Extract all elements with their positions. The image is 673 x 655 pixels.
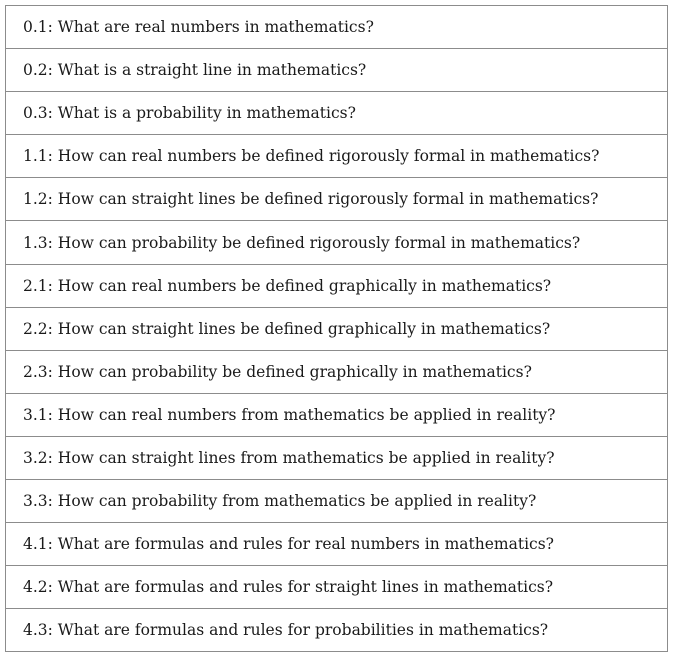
table-row (6, 135, 668, 178)
question-cell: 1.2: How can straight lines be defined rigorously formal in mathematics? (6, 178, 668, 221)
question-cell: 3.2: How can straight lines from mathematics be applied in reality? (6, 436, 668, 479)
question-cell: 0.1: What are real numbers in mathematics? (6, 6, 668, 49)
table-row (6, 609, 668, 652)
question-cell: 1.3: How can probability be defined rigorously formal in mathematics? (6, 221, 668, 264)
question-cell: 3.3: How can probability from mathematics be applied in reality? (6, 480, 668, 523)
question-cell: 3.1: How can real numbers from mathematics be applied in reality? (6, 393, 668, 436)
table-row (6, 221, 668, 264)
table-row (6, 178, 668, 221)
questions-table (5, 5, 668, 652)
questions-table-body (6, 6, 668, 652)
table-row (6, 480, 668, 523)
question-cell: 0.3: What is a probability in mathematics? (6, 92, 668, 135)
question-cell: 1.1: How can real numbers be defined rigorously formal in mathematics? (6, 135, 668, 178)
question-cell: 2.1: How can real numbers be defined graphically in mathematics? (6, 264, 668, 307)
question-cell: 4.3: What are formulas and rules for probabilities in mathematics? (6, 609, 668, 652)
table-row (6, 393, 668, 436)
question-cell: 4.2: What are formulas and rules for straight lines in mathematics? (6, 566, 668, 609)
table-row (6, 92, 668, 135)
table-row (6, 6, 668, 49)
table-row (6, 523, 668, 566)
table-row (6, 264, 668, 307)
table-row (6, 307, 668, 350)
question-cell: 4.1: What are formulas and rules for real numbers in mathematics? (6, 523, 668, 566)
question-cell: 2.3: How can probability be defined graphically in mathematics? (6, 350, 668, 393)
table-row (6, 436, 668, 479)
question-cell: 2.2: How can straight lines be defined graphically in mathematics? (6, 307, 668, 350)
table-row (6, 566, 668, 609)
question-cell: 0.2: What is a straight line in mathematics? (6, 49, 668, 92)
table-row (6, 350, 668, 393)
table-row (6, 49, 668, 92)
